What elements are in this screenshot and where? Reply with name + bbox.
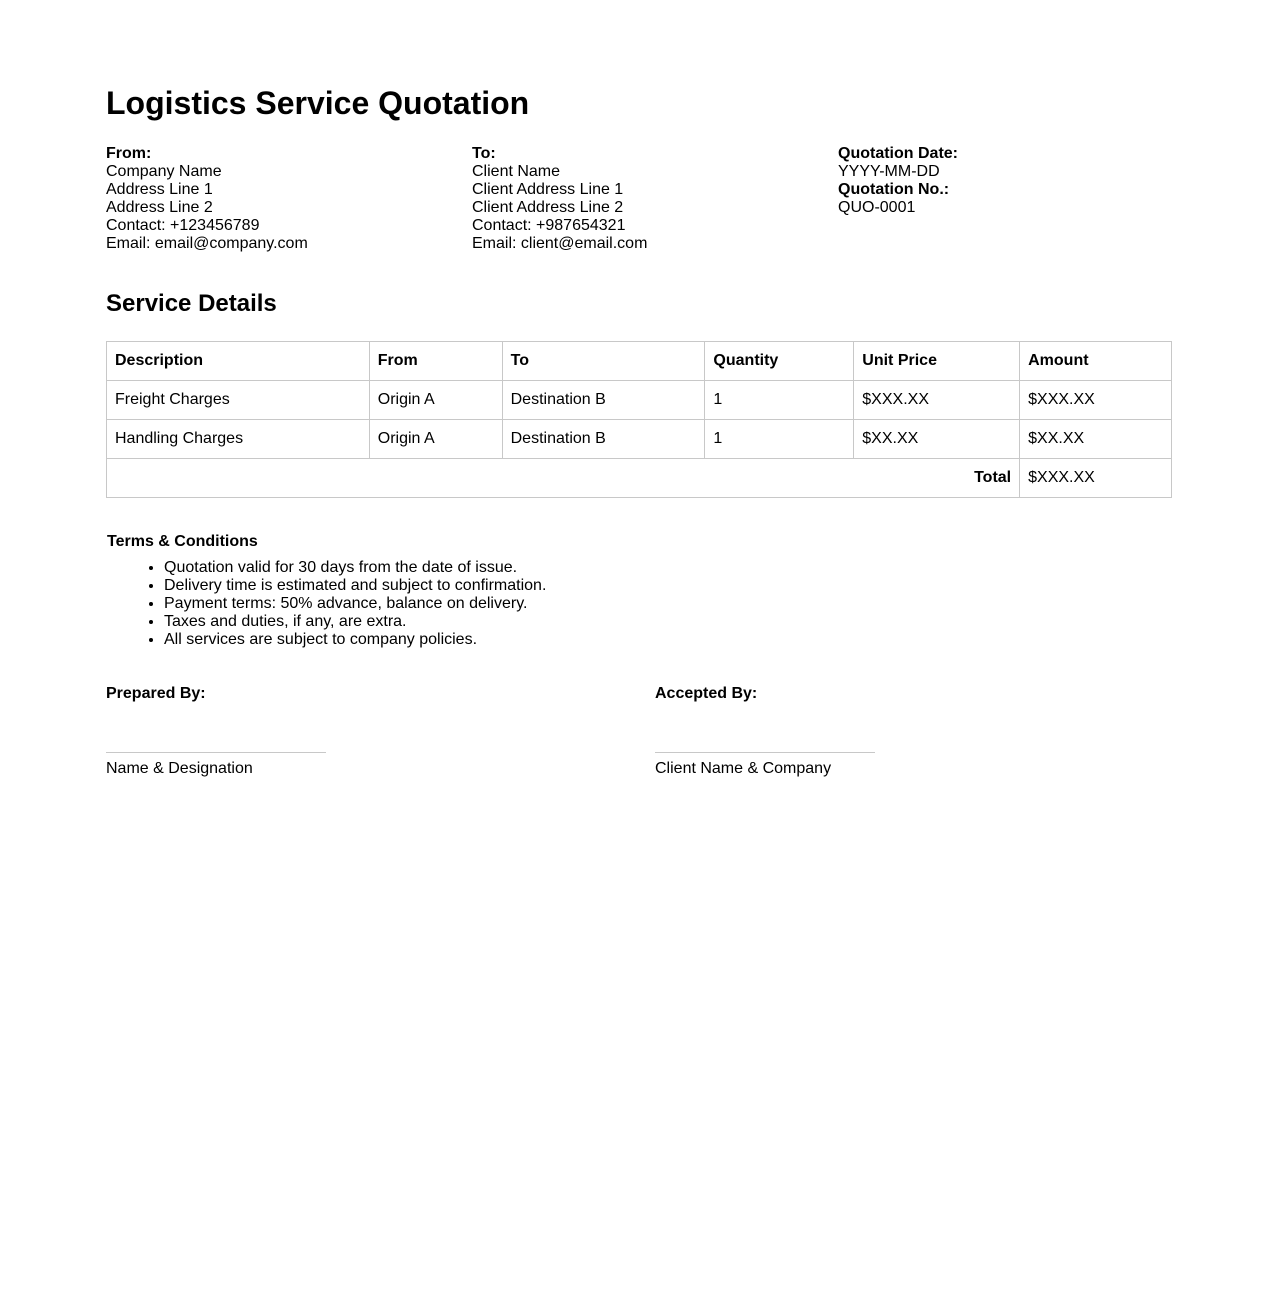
to-client: Client Name (472, 163, 561, 180)
page-title: Logistics Service Quotation (106, 85, 530, 121)
total-label: Total (107, 459, 1020, 498)
cell-from: Origin A (369, 420, 502, 459)
col-to: To (502, 342, 705, 381)
signature-line (106, 752, 326, 753)
total-row (107, 459, 1172, 498)
from-address-1: Address Line 1 (106, 181, 213, 198)
prepared-by-block (106, 685, 326, 778)
cell-amount: $XX.XX (1020, 420, 1172, 459)
terms-section (107, 533, 546, 649)
service-table (106, 341, 1172, 498)
from-company: Company Name (106, 163, 222, 180)
cell-from: Origin A (369, 381, 502, 420)
from-contact: Contact: +123456789 (106, 217, 260, 234)
accepted-by-label: Accepted By: (655, 685, 758, 702)
terms-list (107, 559, 546, 649)
accepted-by-caption: Client Name & Company (655, 760, 832, 777)
from-email: Email: email@company.com (106, 235, 308, 252)
list-item: • Taxes and duties, if any, are extra. (164, 613, 546, 631)
terms-heading: Terms & Conditions (107, 533, 258, 550)
cell-unit-price: $XXX.XX (854, 381, 1020, 420)
quotation-number-value: QUO-0001 (838, 199, 916, 216)
quotation-meta (838, 145, 958, 217)
to-label: To: (472, 145, 496, 162)
col-amount: Amount (1020, 342, 1172, 381)
col-unit-price: Unit Price (854, 342, 1020, 381)
cell-quantity: 1 (705, 381, 854, 420)
cell-to: Destination B (502, 381, 705, 420)
table-header-row (107, 342, 1172, 381)
to-block (472, 145, 647, 253)
accepted-by-block (655, 685, 875, 778)
table-row (107, 381, 1172, 420)
service-details-heading: Service Details (106, 290, 277, 317)
cell-to: Destination B (502, 420, 705, 459)
total-value: $XXX.XX (1020, 459, 1172, 498)
prepared-by-caption: Name & Designation (106, 760, 253, 777)
to-address-2: Client Address Line 2 (472, 199, 624, 216)
cell-quantity: 1 (705, 420, 854, 459)
list-item: • Quotation valid for 30 days from the date of issue. (164, 559, 546, 577)
quotation-date-label: Quotation Date: (838, 145, 958, 162)
quotation-date-value: YYYY-MM-DD (838, 163, 940, 180)
from-address-2: Address Line 2 (106, 199, 213, 216)
quotation-number-label: Quotation No.: (838, 181, 950, 198)
from-label: From: (106, 145, 152, 162)
col-quantity: Quantity (705, 342, 854, 381)
cell-amount: $XXX.XX (1020, 381, 1172, 420)
col-from: From (369, 342, 502, 381)
list-item: • All services are subject to company policies. (164, 631, 546, 649)
col-description: Description (107, 342, 370, 381)
prepared-by-label: Prepared By: (106, 685, 206, 702)
list-item: • Delivery time is estimated and subject to confirmation. (164, 577, 546, 595)
cell-description: Handling Charges (107, 420, 370, 459)
from-block (106, 145, 308, 253)
to-contact: Contact: +987654321 (472, 217, 626, 234)
cell-unit-price: $XX.XX (854, 420, 1020, 459)
cell-description: Freight Charges (107, 381, 370, 420)
list-item: • Payment terms: 50% advance, balance on delivery. (164, 595, 546, 613)
signature-line (655, 752, 875, 753)
to-email: Email: client@email.com (472, 235, 648, 252)
table-row (107, 420, 1172, 459)
to-address-1: Client Address Line 1 (472, 181, 624, 198)
